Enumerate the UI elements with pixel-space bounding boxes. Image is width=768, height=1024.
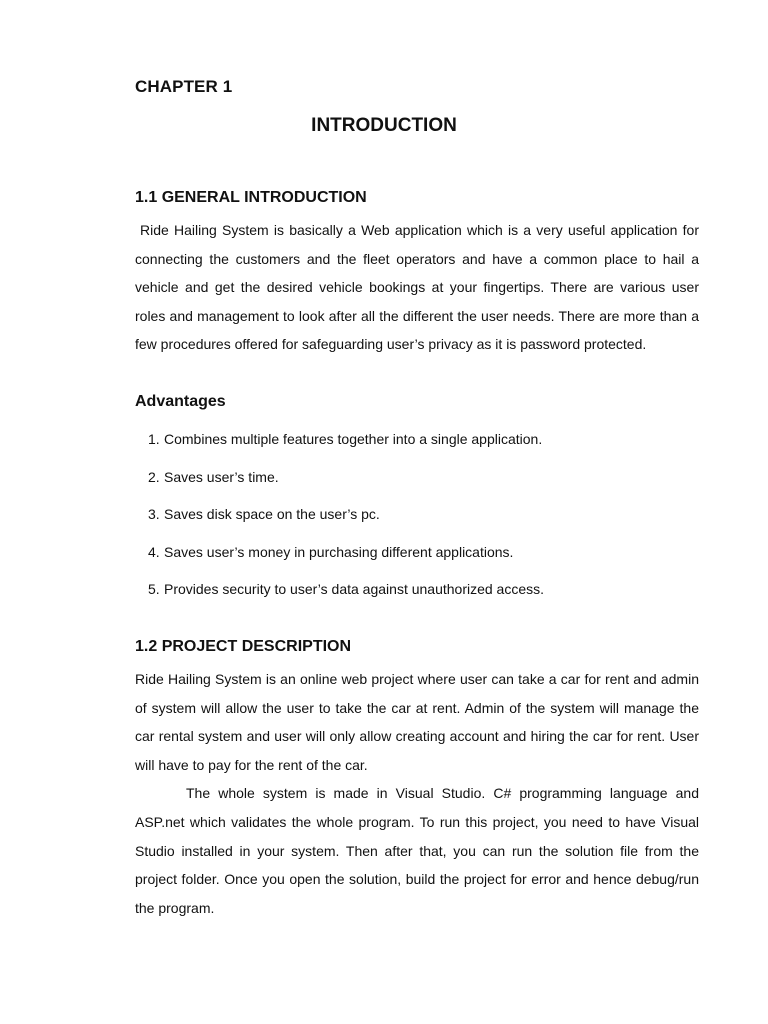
advantage-text: Combines multiple features together into a single application. (164, 431, 543, 447)
advantage-text: Provides security to user’s data against unauthorized access. (164, 581, 545, 597)
advantage-text: Saves user’s time. (164, 468, 279, 485)
project-description-body (135, 665, 699, 922)
advantage-item (148, 503, 708, 541)
general-introduction-paragraph: Ride Hailing System is basically a Web application which is a very useful application for connecting the customers and the fleet operators and have a common place to hail a vehicle and get the desired vehicle bookings at your fingertips. There are various user roles and management to look after all the different the user needs. There are more than a few procedures offered for safeguarding user’s privacy as it is password protected. (135, 222, 699, 353)
advantages-list (148, 428, 708, 616)
project-description-heading: 1.2 PROJECT DESCRIPTION (135, 638, 352, 655)
advantage-number: 1. (148, 431, 160, 447)
advantage-number: 5. (148, 581, 160, 597)
advantage-item (148, 578, 708, 616)
advantage-text: Saves disk space on the user’s pc. (164, 506, 380, 522)
chapter-label: CHAPTER 1 (135, 77, 233, 96)
general-introduction-heading: 1.1 GENERAL INTRODUCTION (135, 189, 367, 206)
advantage-number: 2. (148, 468, 160, 485)
project-description-paragraph-1: Ride Hailing System is an online web project where user can take a car for rent and admin of system will allow the user to take the car at rent. Admin of the system will manage the car rental system and user will only allow creating account and hiring the car for rent. User will have to pay for the rent of the car. (135, 671, 699, 773)
advantage-number: 3. (148, 506, 160, 522)
chapter-title: INTRODUCTION (311, 115, 457, 136)
advantage-item (148, 428, 708, 466)
advantages-heading: Advantages (135, 393, 226, 410)
advantage-item (148, 466, 708, 504)
project-description-paragraph-2: The whole system is made in Visual Studio. C# programming language and ASP.net which validates the whole program. To run this project, you need to have Visual Studio installed in your system. Then after that, you can run the solution file from the project folder. Once you open the solution, build the project for error and hence debug/run the program. (135, 785, 699, 916)
advantage-text: Saves user’s money in purchasing different applications. (164, 543, 514, 560)
advantage-item (148, 541, 708, 579)
advantage-number: 4. (148, 543, 160, 560)
